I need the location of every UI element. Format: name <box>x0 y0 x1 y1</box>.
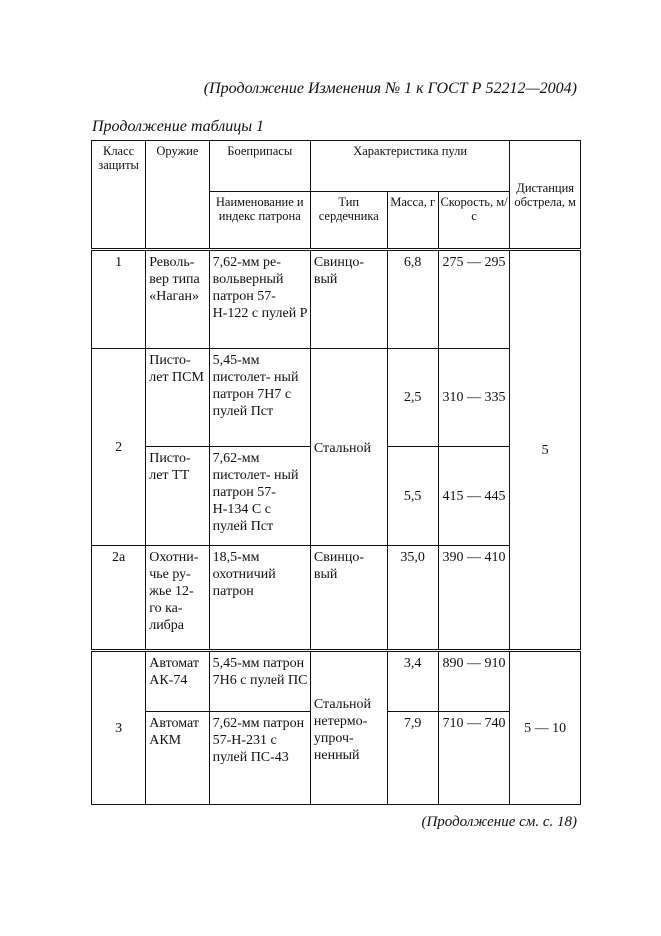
header-ammo: Боеприпасы <box>209 141 310 192</box>
header-class: Класс защиты <box>92 141 146 250</box>
class-cell: 1 <box>92 250 146 349</box>
class-cell: 2 <box>92 349 146 546</box>
header-bullet: Характеристика пули <box>310 141 509 192</box>
header-core: Тип сердечника <box>310 191 387 250</box>
continuation-footer: (Продолжение см. с. 18) <box>421 814 577 830</box>
mass-cell: 2,5 <box>387 349 438 447</box>
core-cell: Свинцо- вый <box>310 250 387 349</box>
ammo-cell: 5,45-мм пистолет- ный патрон 7Н7 с пулей Пст <box>209 349 310 447</box>
weapon-cell: Автомат АК-74 <box>146 651 209 712</box>
header-ammo-name: Наименование и индекс патрона <box>209 191 310 250</box>
core-cell: Стальной нетермо- упроч- ненный <box>310 651 387 805</box>
speed-cell: 710 — 740 <box>438 711 510 804</box>
ammo-cell: 5,45-мм патрон 7Н6 с пулей ПС <box>209 651 310 712</box>
header-mass: Масса, г <box>387 191 438 250</box>
weapon-cell: Писто- лет ПСМ <box>146 349 209 447</box>
weapon-cell: Автомат АКМ <box>146 711 209 804</box>
speed-cell: 275 — 295 <box>438 250 510 349</box>
mass-cell: 6,8 <box>387 250 438 349</box>
speed-cell: 310 — 335 <box>438 349 510 447</box>
speed-cell: 890 — 910 <box>438 651 510 712</box>
continuation-header: (Продолжение Изменения № 1 к ГОСТ Р 52212—2004) <box>203 80 577 97</box>
ammo-cell: 7,62-мм пистолет- ный патрон 57-Н-134 С с пулей Пст <box>209 447 310 546</box>
distance-cell: 5 <box>510 250 581 651</box>
header-weapon: Оружие <box>146 141 209 250</box>
mass-cell: 35,0 <box>387 546 438 651</box>
mass-cell: 3,4 <box>387 651 438 712</box>
header-speed: Скорость, м/с <box>438 191 510 250</box>
mass-cell: 7,9 <box>387 711 438 804</box>
core-cell: Стальной <box>310 349 387 546</box>
table-caption: Продолжение таблицы 1 <box>92 118 265 135</box>
weapon-cell: Охотни- чье ру- жье 12- го ка- либра <box>146 546 209 651</box>
ammo-cell: 18,5-мм охотничий патрон <box>209 546 310 651</box>
weapon-cell: Револь- вер типа «Наган» <box>146 250 209 349</box>
speed-cell: 415 — 445 <box>438 447 510 546</box>
header-distance: Дистанция обстрела, м <box>510 141 581 250</box>
protection-class-table <box>91 140 581 805</box>
speed-cell: 390 — 410 <box>438 546 510 651</box>
class-cell: 2а <box>92 546 146 651</box>
distance-cell: 5 — 10 <box>510 651 581 805</box>
class-cell: 3 <box>92 651 146 805</box>
mass-cell: 5,5 <box>387 447 438 546</box>
ammo-cell: 7,62-мм патрон 57-Н-231 с пулей ПС-43 <box>209 711 310 804</box>
core-cell: Свинцо- вый <box>310 546 387 651</box>
weapon-cell: Писто- лет ТТ <box>146 447 209 546</box>
ammo-cell: 7,62-мм ре- вольверный патрон 57-Н-122 с пулей Р <box>209 250 310 349</box>
